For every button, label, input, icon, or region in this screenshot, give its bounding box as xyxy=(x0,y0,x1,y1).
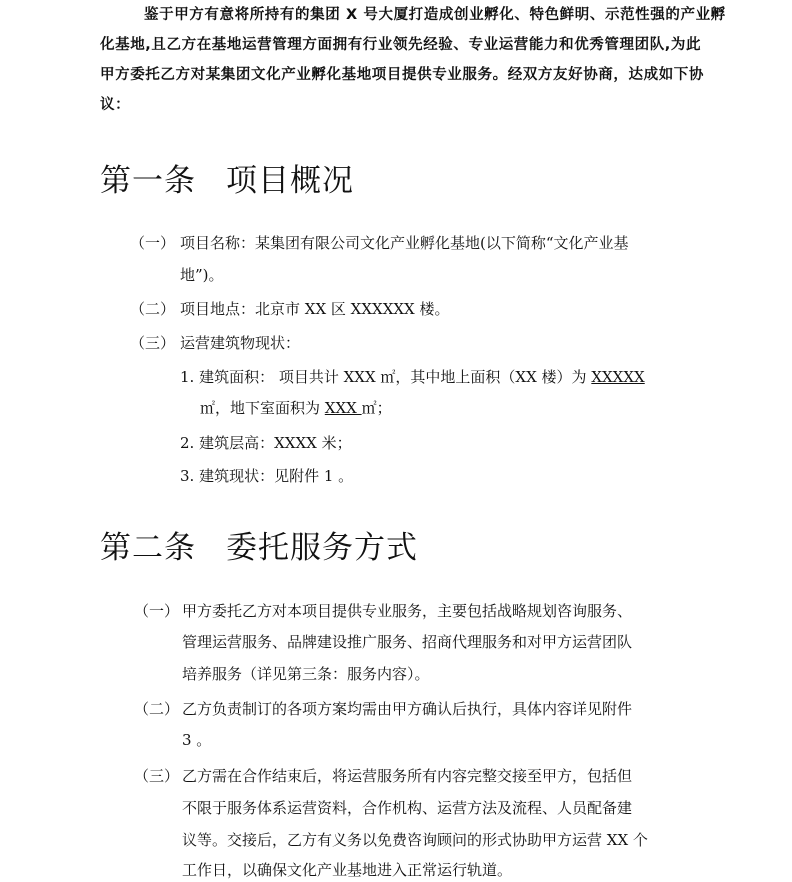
sub-item-area-cont: ㎡，地下室面积为 XXX ㎡； xyxy=(200,399,392,417)
section-heading-2 xyxy=(100,522,418,567)
sub-item-height: 2. 建筑层高：XXXX 米； xyxy=(180,434,352,452)
section-heading-1 xyxy=(100,155,354,200)
item-text: 工作日，以确保文化产业基地进入正常运行轨道。 xyxy=(182,861,513,879)
item-text: 项目名称：某集团有限公司文化产业孵化基地(以下简称“文化产业基 xyxy=(180,234,629,252)
section-title: 委托服务方式 xyxy=(226,530,418,566)
item-label: （二） xyxy=(130,300,176,318)
item-text: 乙方负责制订的各项方案均需由甲方确认后执行，具体内容详见附件 xyxy=(182,700,633,718)
item-text: 议等。交接后，乙方有义务以免费咨询顾问的形式协助甲方运营 XX 个 xyxy=(182,831,648,849)
intro-line: 鉴于甲方有意将所持有的集团 X 号大厦打造成创业孵化、特色鲜明、示范性强的产业孵 xyxy=(144,7,726,23)
intro-paragraph xyxy=(100,0,726,120)
item-label: （一） xyxy=(134,602,180,620)
item-label: （一） xyxy=(130,234,176,252)
sub-item-status: 3. 建筑现状：见附件 1 。 xyxy=(180,467,354,485)
item-text: 运营建筑物现状： xyxy=(180,334,301,352)
item-text: 培养服务（详见第三条：服务内容）。 xyxy=(182,665,430,683)
sub-item-area: 1. 建筑面积： 项目共计 XXX ㎡，其中地上面积（XX 楼）为 XXXXX xyxy=(180,368,645,386)
section-number: 第一条 xyxy=(100,163,196,199)
intro-line: 甲方委托乙方对某集团文化产业孵化基地项目提供专业服务。经双方友好协商，达成如下协 xyxy=(100,67,704,83)
item-label: （三） xyxy=(130,334,176,352)
underlined-value: XXX xyxy=(324,399,362,417)
item-text: 项目地点：北京市 XX 区 XXXXXX 楼。 xyxy=(180,300,450,318)
item-label: （三） xyxy=(134,767,180,785)
intro-line: 议： xyxy=(100,97,131,113)
section-number: 第二条 xyxy=(100,530,196,566)
underlined-value: XXXXX xyxy=(591,368,645,386)
item-text: 3 。 xyxy=(182,731,212,749)
item-text: 乙方需在合作结束后，将运营服务所有内容完整交接至甲方，包括但 xyxy=(182,767,633,785)
item-text: 管理运营服务、品牌建设推广服务、招商代理服务和对甲方运营团队 xyxy=(182,633,633,651)
section-title: 项目概况 xyxy=(226,163,354,199)
item-text: 地”)。 xyxy=(180,266,224,284)
item-text: 不限于服务体系运营资料，合作机构、运营方法及流程、人员配备建 xyxy=(182,799,633,817)
intro-line: 化基地,且乙方在基地运营管理方面拥有行业领先经验、专业运营能力和优秀管理团队,为此 xyxy=(100,37,702,53)
item-text: 甲方委托乙方对本项目提供专业服务，主要包括战略规划咨询服务、 xyxy=(182,602,633,620)
item-label: （二） xyxy=(134,700,180,718)
